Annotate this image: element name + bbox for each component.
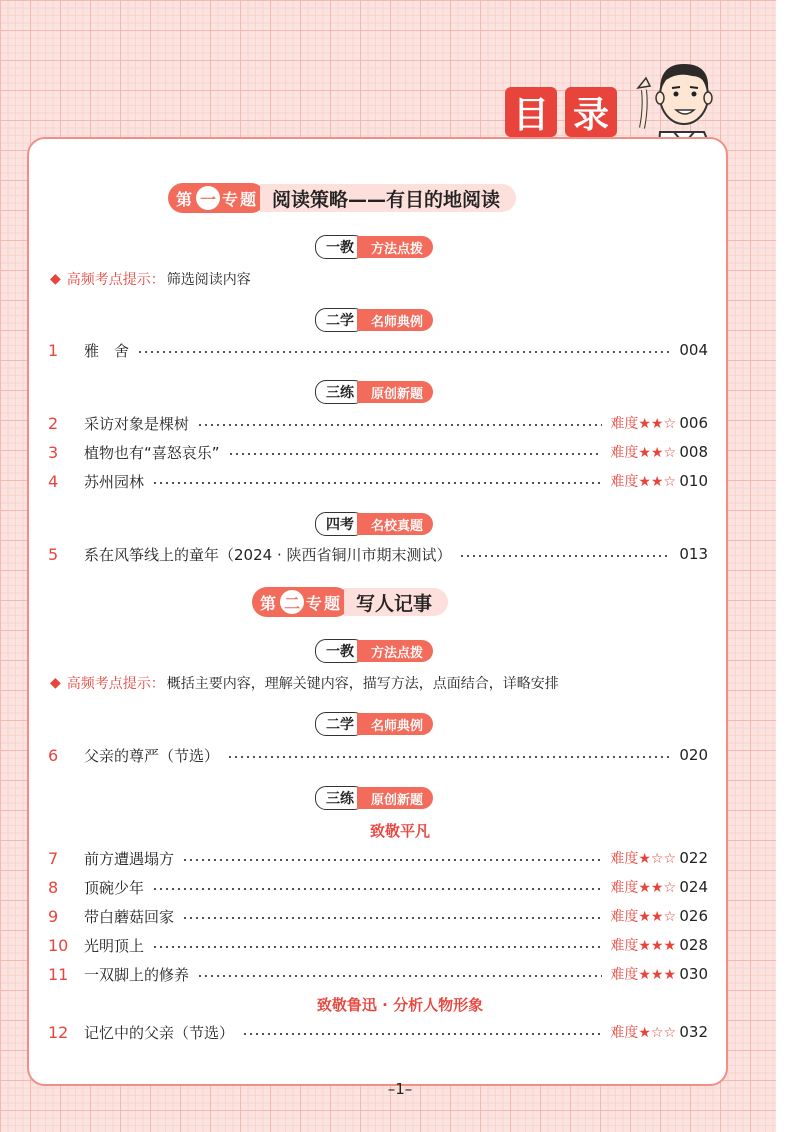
- entry-title: 苏州园林: [84, 472, 145, 491]
- flame-icon: ◆: [50, 271, 61, 287]
- page-edge: [776, 0, 800, 1132]
- entry-page: 030: [679, 965, 708, 983]
- subheading: 致敬鲁迅 · 分析人物形象: [316, 996, 484, 1014]
- topic-number: 一: [196, 186, 220, 210]
- entry-number: 10: [48, 935, 69, 955]
- dot-leader: [228, 453, 603, 455]
- dot-leader: [137, 351, 670, 353]
- section-prefix: 三练: [315, 786, 365, 810]
- section-header: [315, 381, 433, 403]
- toc-entry[interactable]: [48, 848, 708, 868]
- section-header: [315, 787, 433, 809]
- section-label: 方法点拨: [357, 640, 433, 662]
- entry-page: 028: [679, 936, 708, 954]
- entry-page: 013: [679, 545, 708, 563]
- entry-title: 一双脚上的修养: [84, 965, 190, 984]
- section-prefix: 四考: [315, 512, 365, 536]
- toc-title-char: 录: [565, 87, 617, 137]
- section-label: 名师典例: [357, 713, 433, 735]
- topic-prefix-char: 题: [324, 593, 343, 613]
- entry-page: 022: [679, 849, 708, 867]
- entry-title: 植物也有“喜怒哀乐”: [84, 443, 220, 462]
- entry-difficulty: 难度★☆☆: [610, 851, 676, 867]
- hint-line: [50, 269, 251, 289]
- entry-difficulty: 难度★★☆: [610, 445, 676, 461]
- section-label: 名师典例: [357, 309, 433, 331]
- entry-difficulty: 难度★☆☆: [610, 1025, 676, 1041]
- toc-entry[interactable]: [48, 745, 708, 765]
- flame-icon: ◆: [50, 675, 61, 691]
- section-header: [315, 713, 433, 735]
- topic-prefix-char: 专: [306, 593, 325, 613]
- entry-title: 雅 舍: [84, 341, 130, 360]
- dot-leader: [197, 424, 602, 426]
- section-header: [315, 309, 433, 331]
- entry-number: 4: [48, 471, 59, 491]
- entry-number: 6: [48, 745, 59, 765]
- toc-entry[interactable]: [48, 877, 708, 897]
- topic-header: [252, 587, 448, 617]
- entry-page: 010: [679, 472, 708, 490]
- topic-prefix-char: 第: [260, 593, 279, 613]
- topic-label-pill: [168, 183, 266, 213]
- hint-text: 筛选阅读内容: [166, 272, 251, 288]
- topic-prefix-char: 专: [222, 189, 241, 209]
- hint-label: 高频考点提示：: [66, 272, 165, 288]
- entry-page: 020: [679, 746, 708, 764]
- topic-number: 二: [280, 590, 304, 614]
- entry-number: 9: [48, 906, 59, 926]
- entry-page: 026: [679, 907, 708, 925]
- toc-entry[interactable]: [48, 340, 708, 360]
- hint-text: 概括主要内容，理解关键内容，描写方法，点面结合，详略安排: [166, 676, 559, 692]
- entry-difficulty: 难度★★☆: [610, 416, 676, 432]
- section-prefix: 一教: [315, 639, 365, 663]
- entry-title: 带白蘑菇回家: [84, 907, 175, 926]
- section-prefix: 二学: [315, 308, 365, 332]
- section-label: 名校真题: [357, 513, 433, 535]
- dot-leader: [227, 756, 670, 758]
- topic-prefix-char: 第: [176, 189, 195, 209]
- dot-leader: [242, 1033, 602, 1035]
- toc-title: [505, 87, 617, 137]
- entry-page: 006: [679, 414, 708, 432]
- entry-page: 024: [679, 878, 708, 896]
- entry-title: 记忆中的父亲（节选）: [84, 1023, 235, 1042]
- entry-difficulty: 难度★★★: [610, 938, 676, 954]
- entry-number: 5: [48, 544, 59, 564]
- section-prefix: 二学: [315, 712, 365, 736]
- entry-title: 顶碗少年: [84, 878, 145, 897]
- entry-number: 1: [48, 340, 59, 360]
- entry-difficulty: 难度★★☆: [610, 474, 676, 490]
- section-header: [315, 640, 433, 662]
- dot-leader: [182, 917, 602, 919]
- entry-difficulty: 难度★★☆: [610, 909, 676, 925]
- entry-number: 12: [48, 1022, 69, 1042]
- entry-number: 3: [48, 442, 59, 462]
- topic-label-pill: [252, 587, 350, 617]
- dot-leader: [197, 975, 602, 977]
- entry-title: 光明顶上: [84, 936, 145, 955]
- section-header: [315, 236, 433, 258]
- topic-title: 写人记事: [344, 588, 448, 616]
- entry-number: 8: [48, 877, 59, 897]
- entry-number: 2: [48, 413, 59, 433]
- toc-title-char: 目: [505, 87, 557, 137]
- entry-number: 7: [48, 848, 59, 868]
- toc-entry[interactable]: [48, 906, 708, 926]
- entry-page: 004: [679, 341, 708, 359]
- dot-leader: [152, 888, 602, 890]
- hint-line: [50, 673, 559, 693]
- toc-entry[interactable]: [48, 544, 708, 564]
- dot-leader: [152, 482, 602, 484]
- entry-title: 前方遭遇塌方: [84, 849, 175, 868]
- toc-entry[interactable]: [48, 964, 708, 984]
- toc-entry[interactable]: [48, 1022, 708, 1042]
- entry-title: 父亲的尊严（节选）: [84, 746, 220, 765]
- topic-title: 阅读策略——有目的地阅读: [260, 184, 516, 212]
- section-prefix: 一教: [315, 235, 365, 259]
- toc-entry[interactable]: [48, 442, 708, 462]
- entry-title: 系在风筝线上的童年（2024 · 陕西省铜川市期末测试）: [84, 545, 452, 564]
- entry-difficulty: 难度★★★: [610, 967, 676, 983]
- page-number: –1–: [387, 1080, 413, 1098]
- section-label: 原创新题: [357, 787, 433, 809]
- toc-entry[interactable]: [48, 935, 708, 955]
- entry-page: 032: [679, 1023, 708, 1041]
- topic-header: [168, 183, 516, 213]
- toc-entry[interactable]: [48, 471, 708, 491]
- toc-entry[interactable]: [48, 413, 708, 433]
- entry-number: 11: [48, 964, 69, 984]
- subheading: 致敬平凡: [369, 822, 430, 840]
- entry-title: 采访对象是棵树: [84, 414, 190, 433]
- dot-leader: [459, 555, 670, 557]
- dot-leader: [152, 946, 602, 948]
- dot-leader: [182, 859, 602, 861]
- entry-page: 008: [679, 443, 708, 461]
- entry-difficulty: 难度★★☆: [610, 880, 676, 896]
- section-label: 方法点拨: [357, 236, 433, 258]
- section-label: 原创新题: [357, 381, 433, 403]
- section-header: [315, 513, 433, 535]
- section-prefix: 三练: [315, 380, 365, 404]
- hint-label: 高频考点提示：: [66, 676, 165, 692]
- topic-prefix-char: 题: [240, 189, 259, 209]
